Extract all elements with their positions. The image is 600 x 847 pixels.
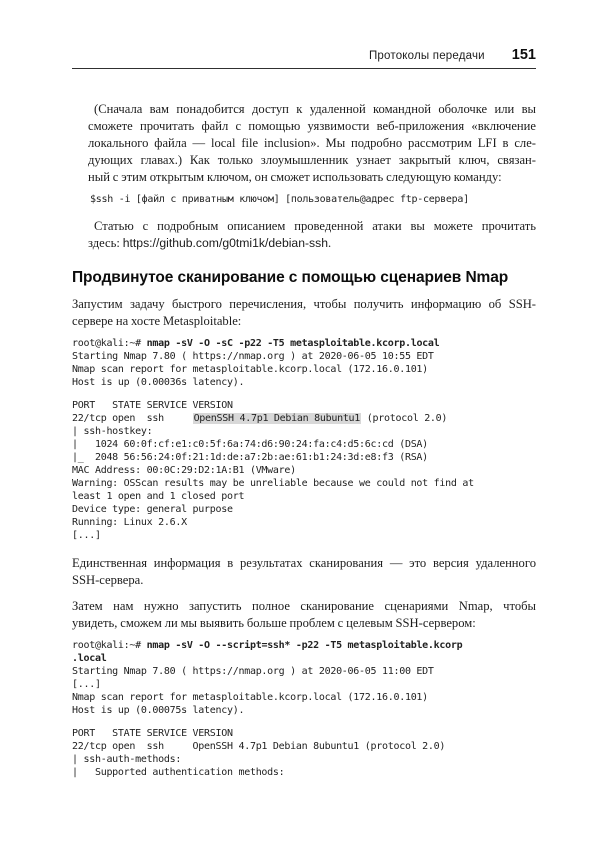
paragraph-only-info xyxy=(72,555,536,589)
text-segment: PORT STATE SERVICE VERSION xyxy=(72,400,233,411)
text-segment: сможете прочитать файл с помощью уязвимости веб-приложения «включение xyxy=(88,119,536,133)
text-line xyxy=(72,464,536,477)
text-segment: (Сначала вам понадобится доступ к удаленной командной оболочке или вы xyxy=(94,102,536,116)
text-line xyxy=(88,118,536,135)
text-line xyxy=(72,516,536,529)
url-text: https://github.com/g0tmi1k/debian-ssh xyxy=(122,236,329,250)
text-segment: Host is up (0.00036s latency). xyxy=(72,377,245,388)
text-line xyxy=(88,135,536,152)
text-segment: root@kali:~# xyxy=(72,640,147,651)
text-segment: least 1 open and 1 closed port xyxy=(72,491,245,502)
text-line xyxy=(72,572,536,589)
page-header xyxy=(72,48,536,69)
text-line xyxy=(88,235,536,252)
text-segment: | Supported authentication methods: xyxy=(72,767,285,778)
text-line xyxy=(72,753,536,766)
text-line xyxy=(72,652,536,665)
text-line xyxy=(72,296,536,313)
page-number: 151 xyxy=(511,47,536,63)
text-segment: Затем нам нужно запустить полное сканирование сценариями Nmap, чтобы xyxy=(72,599,536,613)
text-line xyxy=(88,169,536,186)
text-line xyxy=(72,477,536,490)
text-line xyxy=(72,691,536,704)
text-line xyxy=(72,389,536,399)
text-segment: (protocol 2.0) xyxy=(361,413,448,424)
text-segment: Device type: general purpose xyxy=(72,504,233,515)
nmap-scan-output-1 xyxy=(72,337,536,542)
text-line xyxy=(72,503,536,516)
text-line xyxy=(72,555,536,572)
text-line xyxy=(72,399,536,412)
text-line xyxy=(72,678,536,691)
text-line xyxy=(72,363,536,376)
text-line xyxy=(88,152,536,169)
text-segment: Статью с подробным описанием проведенной атаки вы можете прочитать xyxy=(94,219,536,233)
text-segment: Запустим задачу быстрого перечисления, чтобы получить информацию об SSH- xyxy=(72,297,536,311)
text-segment: сервере на хосте Metasploitable: xyxy=(72,314,242,328)
text-line xyxy=(90,193,536,206)
text-line xyxy=(72,717,536,727)
text-line xyxy=(88,101,536,118)
text-line xyxy=(88,218,536,235)
text-line xyxy=(72,727,536,740)
paragraph-full-scan xyxy=(72,598,536,632)
text-line xyxy=(72,313,536,330)
text-segment: здесь: xyxy=(88,236,123,250)
text-segment: | ssh-hostkey: xyxy=(72,426,153,437)
ssh-private-key-command xyxy=(90,193,536,206)
text-line xyxy=(72,412,536,425)
text-segment: PORT STATE SERVICE VERSION xyxy=(72,728,233,739)
text-segment: nmap -sV -O -sC -p22 -T5 metasploitable.kcorp.local xyxy=(146,338,440,349)
intro-block xyxy=(88,101,536,252)
text-segment: Starting Nmap 7.80 ( https://nmap.org ) at 2020-06-05 11:00 EDT xyxy=(72,666,434,677)
paragraph-quick-scan xyxy=(72,296,536,330)
text-segment: ный с этим открытым ключом, он сможет использовать следующую команду: xyxy=(88,170,502,184)
text-segment: Nmap scan report for metasploitable.kcorp.local (172.16.0.101) xyxy=(72,692,428,703)
text-segment: [...] xyxy=(72,530,101,541)
text-line xyxy=(72,740,536,753)
text-segment: Running: Linux 2.6.X xyxy=(72,517,187,528)
text-segment: Starting Nmap 7.80 ( https://nmap.org ) at 2020-06-05 10:55 EDT xyxy=(72,351,434,362)
text-segment: root@kali:~# xyxy=(72,338,147,349)
nmap-scan-output-2 xyxy=(72,639,536,779)
text-segment: Единственная информация в результатах сканирования — это версия удаленного xyxy=(72,556,536,570)
text-segment: MAC Address: 00:0C:29:D2:1A:B1 (VMware) xyxy=(72,465,296,476)
text-line xyxy=(72,766,536,779)
text-line xyxy=(72,425,536,438)
text-line xyxy=(72,490,536,503)
text-segment: 22/tcp open ssh xyxy=(72,413,193,424)
text-segment: $ssh -i [файл с приватным ключом] [пользователь@адрес ftp-сервера] xyxy=(90,194,469,205)
text-line xyxy=(72,376,536,389)
text-segment: .local xyxy=(72,653,107,664)
text-line xyxy=(72,438,536,451)
text-line xyxy=(72,337,536,350)
text-segment: Host is up (0.00075s latency). xyxy=(72,705,245,716)
text-line xyxy=(72,451,536,464)
text-segment: OpenSSH 4.7p1 Debian 8ubuntu1 xyxy=(193,413,361,424)
paragraph-lfi-note xyxy=(88,101,536,186)
text-segment: SSH-сервера. xyxy=(72,573,144,587)
text-line xyxy=(72,615,536,632)
text-segment: [...] xyxy=(72,679,101,690)
section-heading: Продвинутое сканирование с помощью сценариев Nmap xyxy=(72,269,509,286)
text-line xyxy=(72,350,536,363)
text-segment: 22/tcp open ssh OpenSSH 4.7p1 Debian 8ubuntu1 (protocol 2.0) xyxy=(72,741,446,752)
running-head: Протоколы передачи xyxy=(368,50,485,62)
text-segment: | ssh-auth-methods: xyxy=(72,754,182,765)
text-segment: дующих главах.) Как только злоумышленник узнает закрытый ключ, связан- xyxy=(88,153,536,167)
text-line xyxy=(72,639,536,652)
text-segment: Nmap scan report for metasploitable.kcorp.local (172.16.0.101) xyxy=(72,364,428,375)
text-line xyxy=(72,529,536,542)
text-segment: |_ 2048 56:56:24:0f:21:1d:de:a7:2b:ae:61:b1:24:3d:e8:f3 (RSA) xyxy=(72,452,428,463)
text-segment: | 1024 60:0f:cf:e1:c0:5f:6a:74:d6:90:24:fa:c4:d5:6c:cd (DSA) xyxy=(72,439,428,450)
text-line xyxy=(72,704,536,717)
text-segment: Warning: OSScan results may be unreliable because we could not find at xyxy=(72,478,474,489)
text-line xyxy=(72,598,536,615)
text-segment: nmap -sV -O --script=ssh* -p22 -T5 metasploitable.kcorp xyxy=(146,640,463,651)
text-line xyxy=(72,665,536,678)
paragraph-attack-article xyxy=(88,218,536,252)
text-segment: увидеть, сможем ли мы выявить больше проблем с целевым SSH-сервером: xyxy=(72,616,476,630)
text-segment: . xyxy=(328,236,332,250)
text-segment: локального файла — local file inclusion». Мы подробно рассмотрим LFI в сле- xyxy=(88,136,536,150)
